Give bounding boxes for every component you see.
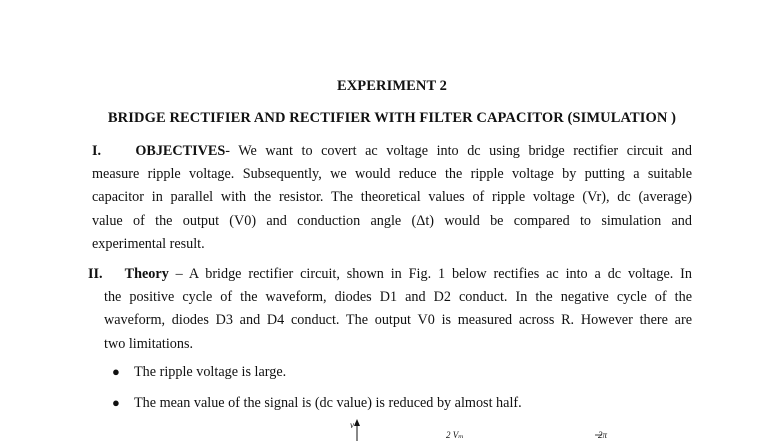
bullet-icon: ● [112,364,120,379]
waveform-figure [330,418,630,441]
theory-text-line: waveform, diodes D3 and D4 conduct. The output V0 is measured across R. However there are [104,312,692,329]
objectives-text-line: measure ripple voltage. Subsequently, we would reduce the ripple voltage by putting a suitable [92,166,692,183]
axis-label: v [350,420,354,430]
objectives-heading: OBJECTIVES [135,143,226,159]
time-label: 2π [598,430,608,440]
objectives-text-line: - We want to covert ac voltage into dc using bridge rectifier circuit and [225,143,693,159]
theory-text-line: the positive cycle of the waveform, diodes D1 and D2 conduct. In the negative cycle of the [104,289,692,306]
theory-text-line: two limitations. [104,335,194,352]
theory-line-1 [104,263,692,286]
bullet-icon: ● [112,395,120,410]
list-item [112,364,286,381]
list-item-text: The ripple voltage is large. [134,364,287,380]
theory-number [88,263,103,286]
list-item [112,395,522,412]
theory-heading: Theory [124,266,169,282]
theory-number-label: II. [88,266,103,282]
peak-label: 2 Vₘ [446,430,464,440]
objectives-text-line: experimental result. [92,235,205,252]
theory-section [104,263,692,356]
waveform-axes [330,418,630,441]
objectives-section [92,140,692,256]
objectives-number: I. [92,143,102,159]
theory-text-line: – A bridge rectifier circuit, shown in Fig. 1 below rectifies ac into a dc voltage. In [168,266,692,282]
objectives-text-line: value of the output (V0) and conduction angle (Δt) would be compared to simulation and [92,212,692,229]
list-item-text: The mean value of the signal is (dc value) is reduced by almost half. [134,395,522,411]
y-axis-arrow [354,419,360,426]
experiment-subtitle: BRIDGE RECTIFIER AND RECTIFIER WITH FILTER CAPACITOR (SIMULATION ) [107,110,677,126]
experiment-title: EXPERIMENT 2 [336,78,448,94]
objectives-line-1 [92,140,692,163]
objectives-text-line: capacitor in parallel with the resistor. The theoretical values of ripple voltage (Vr), dc (average) [92,189,692,206]
